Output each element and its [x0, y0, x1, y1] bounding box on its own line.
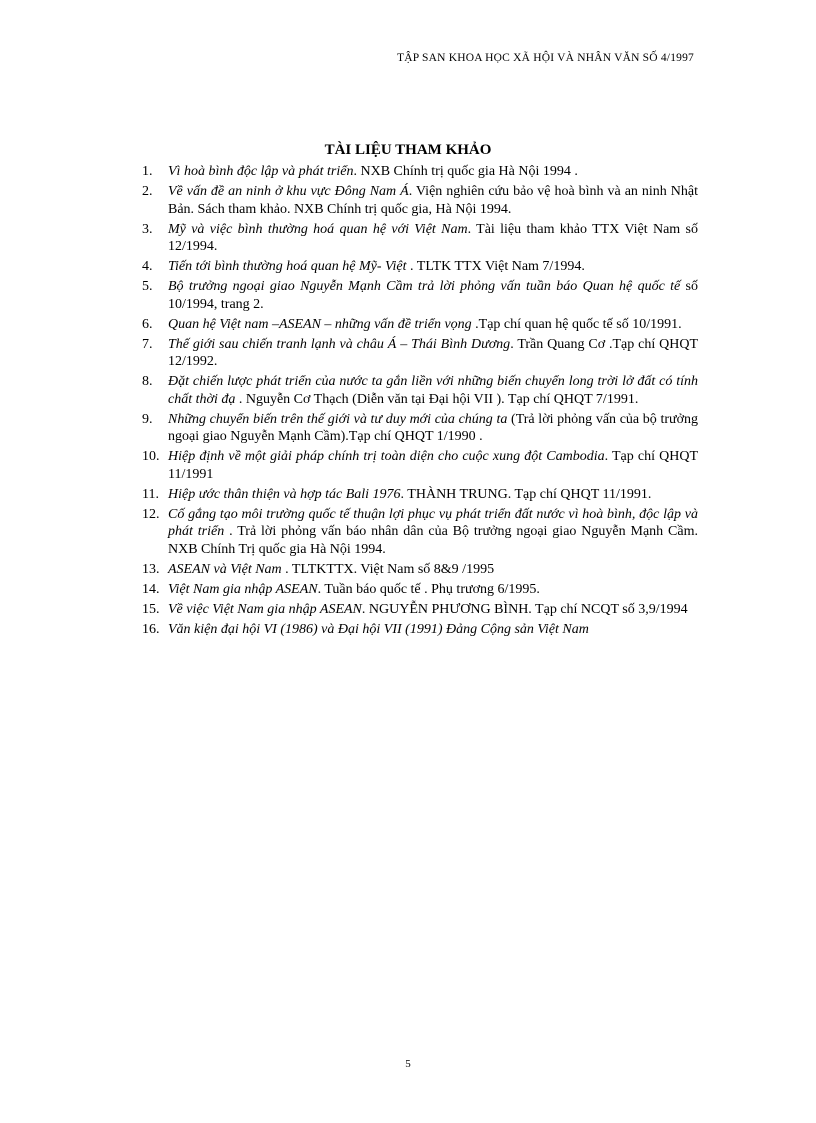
reference-item [142, 411, 698, 446]
reference-title: Bộ trưởng ngoại giao Nguyễn Mạnh Cầm trả lời phỏng vấn tuần báo Quan hệ quốc tế [168, 279, 681, 294]
reference-item [142, 183, 698, 218]
reference-details: . Trần Quang Cơ .Tạp chí QHQT 12/1992. [168, 336, 699, 369]
reference-details: . Trả lời phỏng vấn báo nhân dân của Bộ trưởng ngoại giao Nguyễn Mạnh Cầm. NXB Chính Trị quốc gia Hà Nội 1994. [168, 524, 698, 557]
reference-title: Văn kiện đại hội VI (1986) và Đại hội VII (1991) Đảng Cộng sản Việt Nam [168, 621, 589, 637]
reference-item [142, 581, 698, 599]
reference-details: . NGUYỄN PHƯƠNG BÌNH. Tạp chí NCQT số 3,9/1994 [361, 601, 688, 617]
reference-details: số 10/1994, trang 2. [168, 279, 698, 312]
reference-title: Tiến tới bình thường hoá quan hệ Mỹ- Việt [168, 259, 407, 274]
reference-number: 5. [142, 279, 153, 294]
reference-details: . Tạp chí QHQT 11/1991 [168, 449, 699, 482]
reference-details: . TLTKTTX. Việt Nam số 8&9 /1995 [281, 561, 495, 577]
reference-item [142, 621, 698, 639]
reference-details: . Viện nghiên cứu bảo vệ hoà bình và an ninh Nhật Bản. Sách tham khảo. NXB Chính trị quốc gia, Hà Nội 1994. [168, 184, 698, 217]
running-header: TẬP SAN KHOA HỌC XÃ HỘI VÀ NHÂN VĂN SỐ 4/1997 [397, 52, 694, 64]
reference-title: Về việc Việt Nam gia nhập ASEAN [168, 601, 362, 617]
reference-number: 10. [142, 449, 160, 464]
reference-item [142, 373, 698, 408]
page-title: TÀI LIỆU THAM KHẢO [324, 142, 492, 158]
reference-number: 12. [142, 506, 160, 522]
reference-details: . Tài liệu tham khảo TTX Việt Nam số 12/1994. [168, 221, 698, 254]
reference-number: 14. [142, 581, 160, 597]
reference-details: . Nguyễn Cơ Thạch (Diễn văn tại Đại hội VII ). Tạp chí QHQT 7/1991. [235, 391, 639, 407]
reference-title: Thế giới sau chiến tranh lạnh và châu Á – Thái Bình Dương [168, 336, 511, 352]
reference-number: 16. [142, 621, 160, 637]
reference-details: . NXB Chính trị quốc gia Hà Nội 1994 . [353, 164, 578, 179]
reference-title: Quan hệ Việt nam –ASEAN – những vấn đề triển vọng [168, 316, 472, 332]
reference-number: 3. [142, 221, 153, 237]
reference-item [142, 278, 698, 313]
reference-number: 15. [142, 601, 160, 617]
reference-item [142, 163, 698, 181]
reference-title: Vì hoà bình độc lập và phát triển [168, 164, 354, 179]
reference-item [142, 506, 698, 559]
reference-details: . THÀNH TRUNG. Tạp chí QHQT 11/1991. [400, 486, 652, 502]
reference-item [142, 316, 698, 334]
reference-item [142, 221, 698, 256]
reference-title: Những chuyển biến trên thế giới và tư duy mới của chúng ta [168, 411, 508, 427]
reference-number: 8. [142, 374, 153, 389]
reference-number: 7. [142, 336, 153, 352]
reference-item [142, 601, 698, 619]
reference-title: Hiệp ước thân thiện và hợp tác Bali 1976 [168, 486, 401, 502]
reference-number: 4. [142, 259, 153, 274]
reference-details: (Trả lời phỏng vấn của bộ trưởng ngoại giao Nguyễn Mạnh Cầm).Tạp chí QHQT 1/1990 . [168, 411, 699, 444]
reference-number: 6. [142, 316, 153, 332]
reference-item [142, 258, 698, 276]
reference-title: Mỹ và việc bình thường hoá quan hệ với Việt Nam [168, 221, 468, 237]
reference-number: 2. [142, 184, 153, 199]
reference-title: Đặt chiến lược phát triển của nước ta gắn liền với những biến chuyển long trời lở đất có tính chất thời đạ [168, 374, 698, 407]
reference-details: . Tuần báo quốc tế . Phụ trương 6/1995. [317, 581, 540, 597]
reference-title: Hiệp định về một giải pháp chính trị toàn diện cho cuộc xung đột Cambodia [168, 449, 605, 464]
reference-number: 13. [142, 561, 160, 577]
reference-title: ASEAN và Việt Nam [168, 561, 282, 577]
page-number: 5 [405, 1058, 411, 1070]
reference-item [142, 561, 698, 579]
reference-details: .Tạp chí quan hệ quốc tế số 10/1991. [471, 316, 682, 332]
reference-title: Cố gắng tạo môi trường quốc tế thuận lợi phục vụ phát triển đất nước vì hoà bình, độc lập và phát triển [168, 506, 698, 539]
reference-item [142, 486, 698, 504]
reference-list [142, 163, 698, 641]
reference-number: 1. [142, 164, 153, 179]
reference-title: Việt Nam gia nhập ASEAN [168, 581, 318, 597]
reference-item [142, 448, 698, 483]
reference-number: 11. [142, 486, 159, 502]
reference-details: . TLTK TTX Việt Nam 7/1994. [406, 259, 585, 274]
reference-title: Về vấn đề an ninh ở khu vực Đông Nam Á [168, 184, 409, 199]
reference-item [142, 336, 698, 371]
reference-number: 9. [142, 411, 153, 427]
